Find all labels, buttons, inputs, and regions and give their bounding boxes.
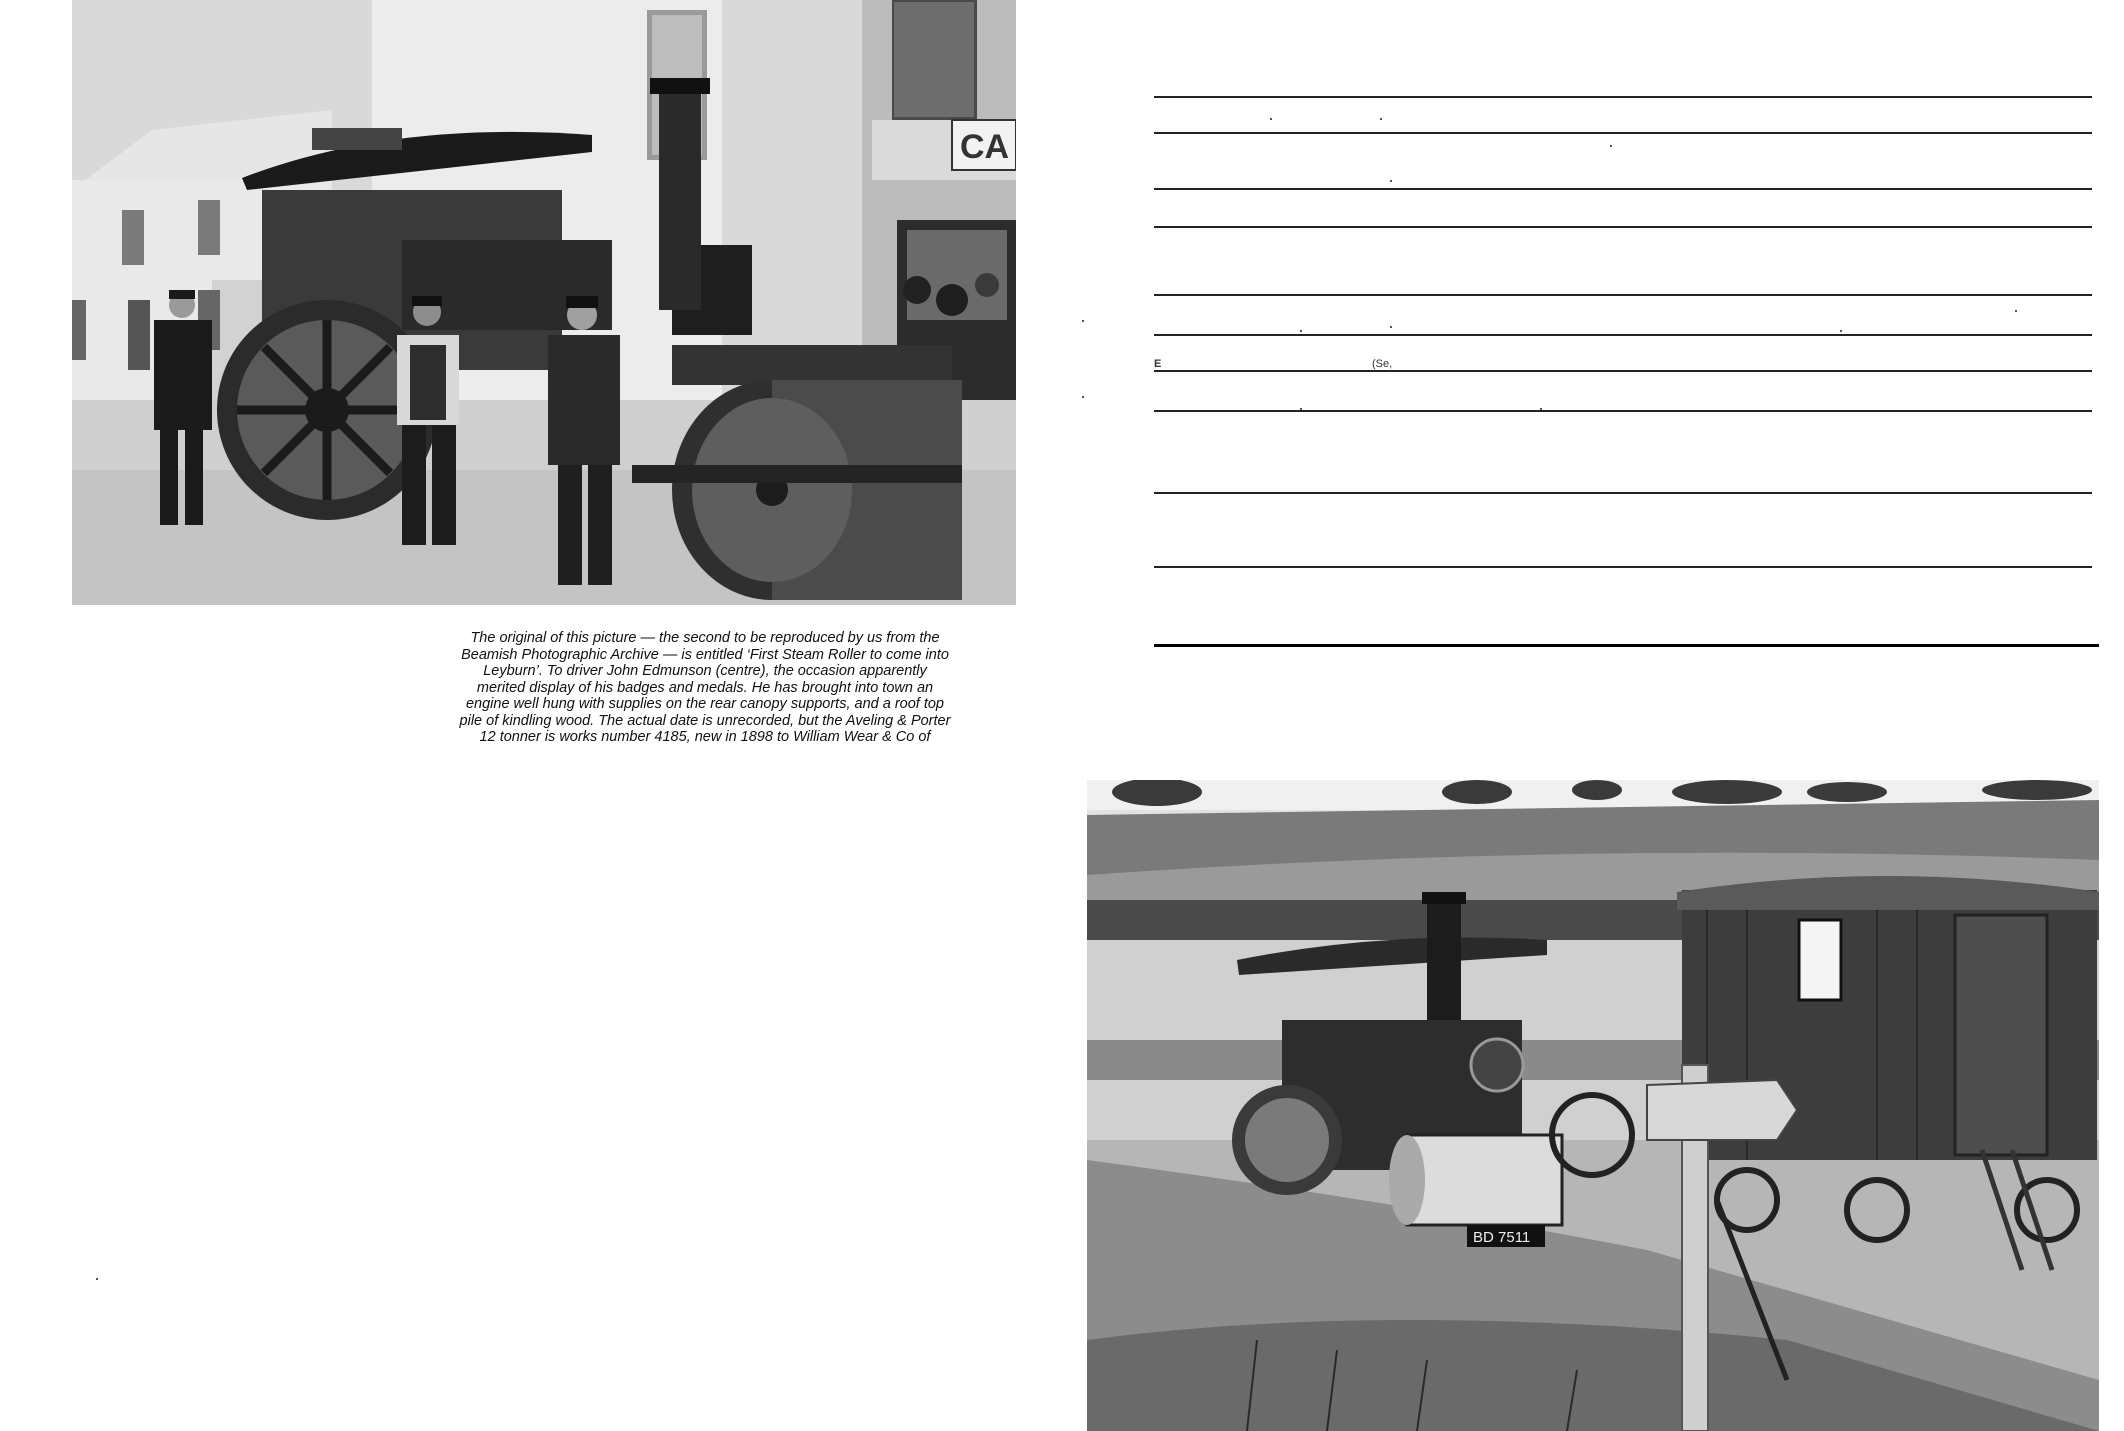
print-speck xyxy=(1610,145,1612,147)
photo-steam-roller-leyburn xyxy=(72,0,1016,605)
photo-caption xyxy=(380,630,1030,746)
photo-steam-roller-field xyxy=(1087,780,2099,1431)
form-fragment-label: E xyxy=(1154,358,1162,370)
caption-line: The original of this picture — the second to be reproduced by us from the xyxy=(470,630,940,646)
print-speck xyxy=(1300,408,1302,410)
caption-line: merited display of his badges and medals. He has brought into town an xyxy=(476,679,934,696)
form-fragment-label: (Se, xyxy=(1372,358,1393,370)
print-speck xyxy=(1390,180,1392,182)
print-speck xyxy=(1540,408,1542,410)
caption-line: engine well hung with supplies on the rear canopy supports, and a roof top xyxy=(465,696,944,712)
ruled-line xyxy=(1154,334,2092,336)
print-speck xyxy=(1300,330,1302,332)
caption-line: pile of kindling wood. The actual date is unrecorded, but the Aveling & Porter xyxy=(459,712,951,729)
print-speck xyxy=(1380,118,1382,120)
ruled-line xyxy=(1154,96,2092,98)
print-speck xyxy=(1082,396,1084,398)
ruled-line xyxy=(1154,566,2092,568)
caption-line: Beamish Photographic Archive — is entitled ‘First Steam Roller to come into xyxy=(461,646,949,663)
number-plate-text: BD 7511 xyxy=(1473,1229,1531,1246)
ruled-line xyxy=(1154,492,2092,494)
ruled-line xyxy=(1154,188,2092,190)
ruled-line xyxy=(1154,132,2092,134)
ruled-line xyxy=(1154,226,2092,228)
ruled-line xyxy=(1154,370,2092,372)
print-speck xyxy=(96,1278,98,1280)
print-speck xyxy=(2015,310,2017,312)
ruled-line xyxy=(1154,294,2092,296)
caption-line: 12 tonner is works number 4185, new in 1898 to William Wear & Co of xyxy=(479,729,931,745)
print-speck xyxy=(1270,118,1272,120)
print-speck xyxy=(1840,330,1842,332)
shop-sign-text: CA xyxy=(960,128,1010,166)
print-speck xyxy=(1390,326,1392,328)
ruled-line xyxy=(1154,410,2092,412)
heavy-rule xyxy=(1154,644,2099,647)
print-speck xyxy=(1082,320,1084,322)
caption-line: Leyburn’. To driver John Edmunson (centre), the occasion apparently xyxy=(483,663,927,679)
